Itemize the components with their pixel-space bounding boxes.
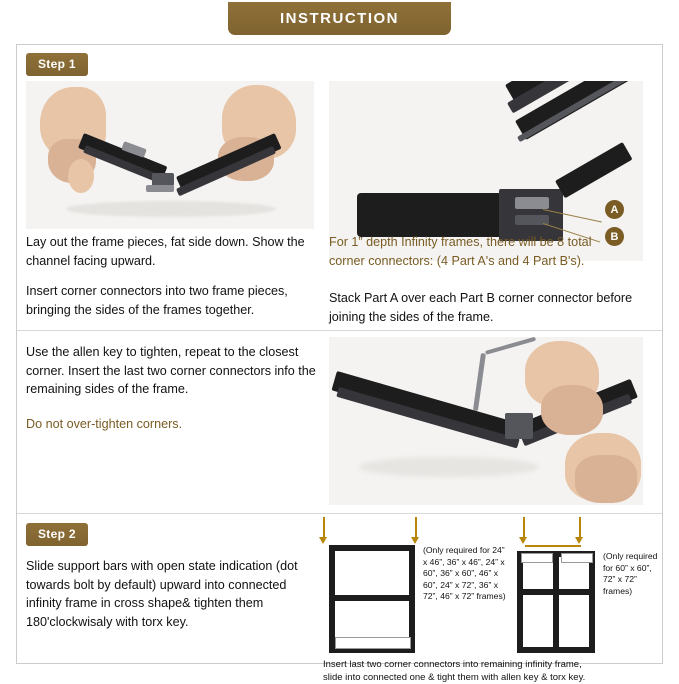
step2-text: Slide support bars with open state indication (dot towards bolt by default) upward into connected infinity frame in cross shape& tighten them 180'clockwisaly with torx key. — [26, 557, 322, 631]
divider-2 — [17, 513, 662, 514]
callout-a: A — [605, 200, 624, 219]
step1-right-text-2: Stack Part A over each Part B corner connector before joining the sides of the frame. — [329, 289, 637, 326]
step1-left-text-1: Lay out the frame pieces, fat side down. Show the channel facing upward. — [26, 233, 316, 270]
step1b-warning: Do not over-tighten corners. — [26, 415, 322, 434]
step2-note-right: (Only required for 60” x 60”, 72” x 72” frames) — [603, 551, 661, 597]
step2-footer-line-2: slide into connected one & tight them with allen key & torx key. — [323, 672, 653, 684]
photo-allen-key — [329, 337, 643, 505]
step2-diagram-area — [317, 515, 663, 663]
divider-1 — [17, 330, 662, 331]
step2-note-left: (Only required for 24” x 46”, 36” x 46”, 24” x 60”, 36” x 60”, 46” x 60”, 24” x 72”, 36” x 72”, 46” x 72” frames) — [423, 545, 511, 603]
step1b-text: Use the allen key to tighten, repeat to the closest corner. Insert the last two corner connectors info the remaining sides of the frame. — [26, 343, 322, 399]
step2-footer-line-1: Insert last two corner connectors into remaining infinity frame, — [323, 659, 653, 672]
step2-footer — [323, 659, 653, 684]
page-title-banner — [228, 2, 451, 35]
step-1-label: Step 1 — [38, 57, 76, 71]
step-2-label: Step 2 — [38, 527, 76, 541]
step-1-tag — [26, 53, 88, 76]
step1-left-text-2: Insert corner connectors into two frame pieces, bringing the sides of the frames together. — [26, 282, 316, 319]
callout-b: B — [605, 227, 624, 246]
page-title: INSTRUCTION — [280, 10, 399, 27]
step1-right-text-1: For 1” depth Infinity frames, there will be 8 total corner connectors: (4 Part A's and 4 Part B's). — [329, 233, 629, 270]
step1-left-text — [26, 233, 316, 319]
step-2-tag — [26, 523, 88, 546]
instruction-frame — [16, 44, 663, 664]
photo-frame-pieces — [26, 81, 314, 229]
